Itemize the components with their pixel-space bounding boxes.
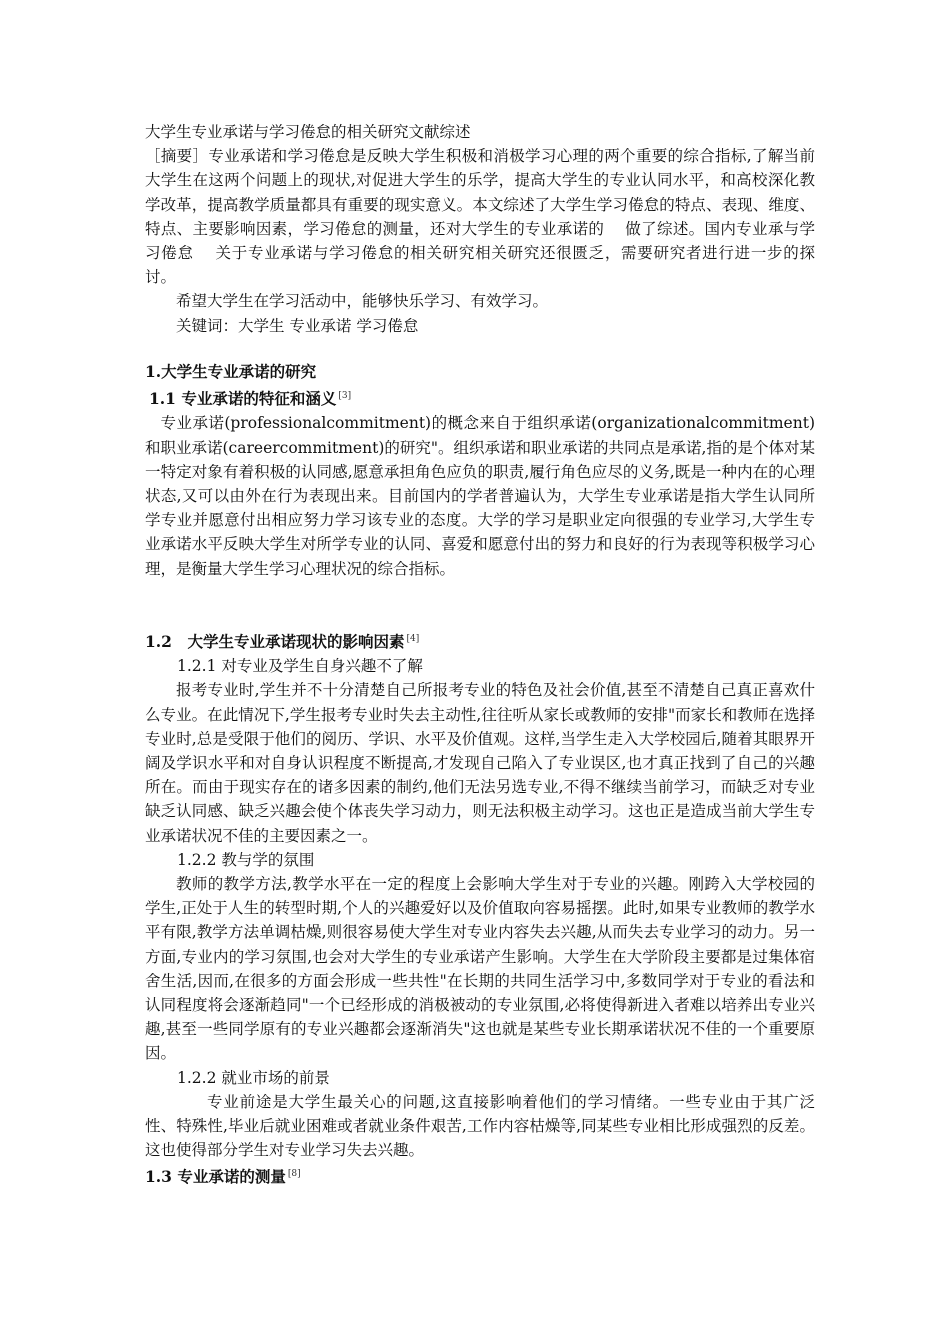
section-1-3-heading — [145, 1162, 815, 1189]
hope-paragraph: 希望大学生在学习活动中，能够快乐学习、有效学习。 — [176, 292, 549, 311]
section-1-2-heading — [145, 627, 815, 654]
section-1-2-2b-body: 专业前途是大学生最关心的问题,这直接影响着他们的学习情绪。一些专业由于其广泛性、特殊性,毕业后就业困难或者就业条件艰苦,工作内容枯燥等,同某些专业相比形成强烈的反差。这也使得部分学生对专业学习失去兴趣。 — [145, 1092, 815, 1160]
document-title: 大学生专业承诺与学习倦怠的相关研究文献综述 — [145, 123, 471, 141]
section-1-heading: 1.大学生专业承诺的研究 — [145, 361, 317, 381]
citation-8: [8] — [287, 1169, 301, 1180]
section-1-1-heading — [145, 384, 815, 411]
section-1-1-body: 专业承诺(professionalcommitment)的概念来自于组织承诺(organizationalcommitment)和职业承诺(careercommitment)的研究"。组织承诺和职业承诺的共同点是承诺,指的是个体对某一特定对象有着积极的认同感,愿意承担角色应负的职责,履行角色应尽的义务,既是一种内在的心理状态,又可以由外在行为表现出来。目前国内的学者普遍认为，大学生专业承诺是指大学生认同所学专业并愿意付出相应努力学习该专业的态度。大学的学习是职业定向很强的专业学习,大学生专业承诺水平反映大学生对所学专业的认同、喜爱和愿意付出的努力和良好的行为表现等积极学习心理，是衡量大学生学习心理状况的综合指标。 — [145, 414, 815, 578]
keywords-line: 关键词：大学生 专业承诺 学习倦怠 — [176, 316, 419, 335]
spacer — [145, 581, 815, 627]
section-1-2-title: 1.2 大学生专业承诺现状的影响因素 — [145, 631, 405, 651]
section-1-2-2-heading: 1.2.2 教与学的氛围 — [177, 850, 315, 869]
citation-3: [3] — [338, 391, 352, 402]
spacer — [145, 338, 815, 360]
section-1-2-1-body: 报考专业时,学生并不十分清楚自己所报考专业的特色及社会价值,甚至不清楚自己真正喜欢什么专业。在此情况下,学生报考专业时失去主动性,往往听从家长或教师的安排"而家长和教师在选择专业时,总是受限于他们的阅历、学识、水平及价值观。这样,当学生走入大学校园后,随着其眼界开阔及学识水平和对自身认识程度不断提高,才发现自己陷入了专业误区,也才真正找到了自己的兴趣所在。而由于现实存在的诸多因素的制约,他们无法另选专业,不得不继续当前学习，而缺乏对专业缺乏认同感、缺乏兴趣会使个体丧失学习动力，则无法积极主动学习。这也正是造成当前大学生专业承诺状况不佳的主要因素之一。 — [145, 681, 815, 845]
citation-4: [4] — [406, 633, 420, 644]
document-body — [145, 120, 815, 1190]
section-1-2-2b-heading: 1.2.2 就业市场的前景 — [177, 1068, 330, 1087]
section-1-3-title: 1.3 专业承诺的测量 — [145, 1167, 286, 1187]
section-1-2-1-heading: 1.2.1 对专业及学生自身兴趣不了解 — [177, 657, 423, 676]
section-1-2-2-body: 教师的教学方法,教学水平在一定的程度上会影响大学生对于专业的兴趣。刚跨入大学校园的学生,正处于人生的转型时期,个人的兴趣爱好以及价值取向容易摇摆。此时,如果专业教师的教学水平有限,教学方法单调枯燥,则很容易使大学生对专业内容失去兴趣,从而失去专业学习的动力。另一方面,专业内的学习氛围,也会对大学生的专业承诺产生影响。大学生在大学阶段主要都是过集体宿舍生活,因而,在很多的方面会形成一些共性"在长期的共同生活学习中,多数同学对于专业的看法和认同程度将会逐渐趋同"一个已经形成的消极被动的专业氛围,必将使得新进入者难以培养出专业兴趣,甚至一些同学原有的专业兴趣都会逐渐消失"这也就是某些专业长期承诺状况不佳的一个重要原因。 — [145, 875, 815, 1063]
abstract-paragraph: ［摘要］专业承诺和学习倦怠是反映大学生积极和消极学习心理的两个重要的综合指标,了解当前大学生在这两个问题上的现状,对促进大学生的乐学，提高大学生的专业认同水平，和高校深化教学改革，提高教学质量都具有重要的现实意义。本文综述了大学生学习倦怠的特点、表现、维度、特点、主要影响因素，学习倦怠的测量，还对大学生的专业承诺的 做了综述。国内专业承与学习倦怠 关于专业承诺与学习倦怠的相关研究相关研究还很匮乏，需要研究者进行进一步的探讨。 — [145, 147, 815, 287]
section-1-1-title: 1.1 专业承诺的特征和涵义 — [149, 389, 337, 409]
